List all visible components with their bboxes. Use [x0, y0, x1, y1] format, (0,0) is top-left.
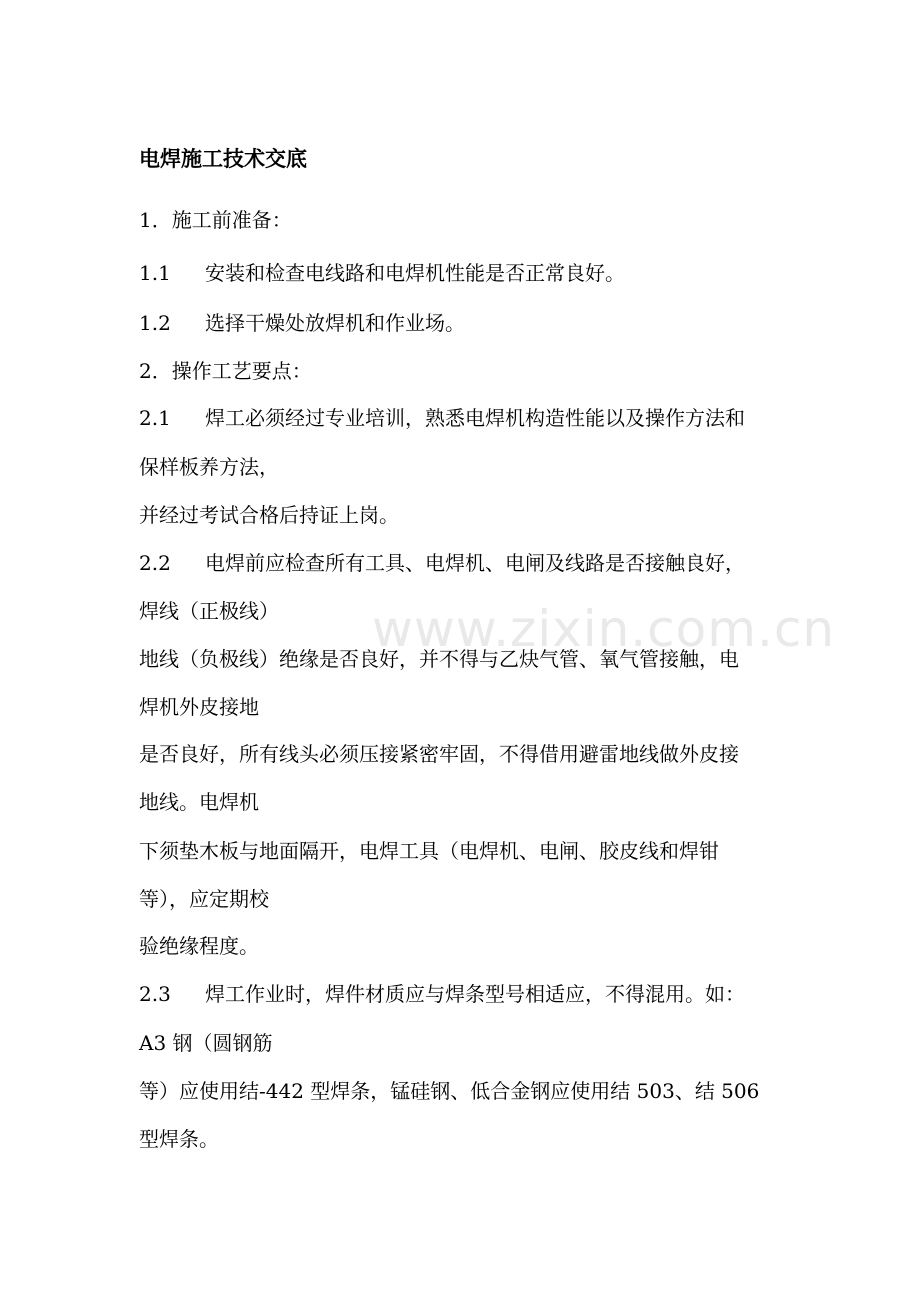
paragraph-text: 焊工作业时，焊件材质应与焊条型号相适应，不得混用。如：: [205, 982, 745, 1006]
paragraph-text: 等）应使用结-442 型焊条，锰硅钢、低合金钢应使用结 503、结 506: [139, 1079, 760, 1103]
section-heading: [139, 356, 312, 386]
clause-number: 1.2: [139, 311, 171, 335]
paragraph-text: 地线（负极线）绝缘是否良好，并不得与乙炔气管、氧气管接触，电: [139, 647, 739, 671]
paragraph-text: 焊工必须经过专业培训，熟悉电焊机构造性能以及操作方法和: [205, 406, 745, 430]
document-title: 电焊施工技术交底: [139, 147, 307, 171]
paragraph-line: [139, 308, 465, 338]
paragraph-line: [139, 644, 739, 674]
paragraph-line: [139, 836, 719, 866]
clause-number: 2.1: [139, 406, 171, 430]
clause-number: 2.3: [139, 982, 171, 1006]
paragraph-text: 并经过考试合格后持证上岗。: [139, 503, 399, 527]
paragraph-line: [139, 500, 399, 530]
paragraph-text: 安装和检查电线路和电焊机性能是否正常良好。: [205, 261, 625, 285]
paragraph-text: 等），应定期校: [139, 887, 269, 911]
clause-number: 1.1: [139, 261, 171, 285]
paragraph-line: [139, 692, 259, 722]
paragraph-text: 是否良好，所有线头必须压接紧密牢固，不得借用避雷地线做外皮接: [139, 742, 739, 766]
section-heading: [139, 205, 292, 235]
paragraph-line: [139, 596, 279, 626]
paragraph-text: 下须垫木板与地面隔开，电焊工具（电焊机、电闸、胶皮线和焊钳: [139, 839, 719, 863]
paragraph-line: [139, 258, 625, 288]
paragraph-line: [139, 931, 259, 961]
paragraph-text: 验绝缘程度。: [139, 934, 259, 958]
paragraph-line: [139, 739, 739, 769]
paragraph-text: A3 钢（圆钢筋: [139, 1031, 273, 1055]
paragraph-text: 保样板养方法，: [139, 455, 279, 479]
paragraph-line: [139, 452, 279, 482]
watermark: www.zixin.com.cn: [372, 600, 836, 658]
paragraph-text: 1．施工前准备：: [139, 208, 292, 232]
paragraph-text: 电焊前应检查所有工具、电焊机、电闸及线路是否接触良好，: [205, 551, 745, 575]
paragraph-line: [139, 1124, 219, 1154]
paragraph-line: [139, 1076, 759, 1106]
paragraph-text: 焊机外皮接地: [139, 695, 259, 719]
paragraph-text: 2．操作工艺要点：: [139, 359, 312, 383]
paragraph-line: [139, 548, 745, 578]
paragraph-line: [139, 787, 259, 817]
paragraph-line: [139, 403, 745, 433]
paragraph-text: 焊线（正极线）: [139, 599, 279, 623]
paragraph-text: 型焊条。: [139, 1127, 219, 1151]
paragraph-line: [139, 979, 745, 1009]
paragraph-text: 地线。电焊机: [139, 790, 259, 814]
clause-number: 2.2: [139, 551, 171, 575]
paragraph-text: 选择干燥处放焊机和作业场。: [205, 311, 465, 335]
paragraph-line: [139, 1028, 273, 1058]
paragraph-line: [139, 884, 269, 914]
